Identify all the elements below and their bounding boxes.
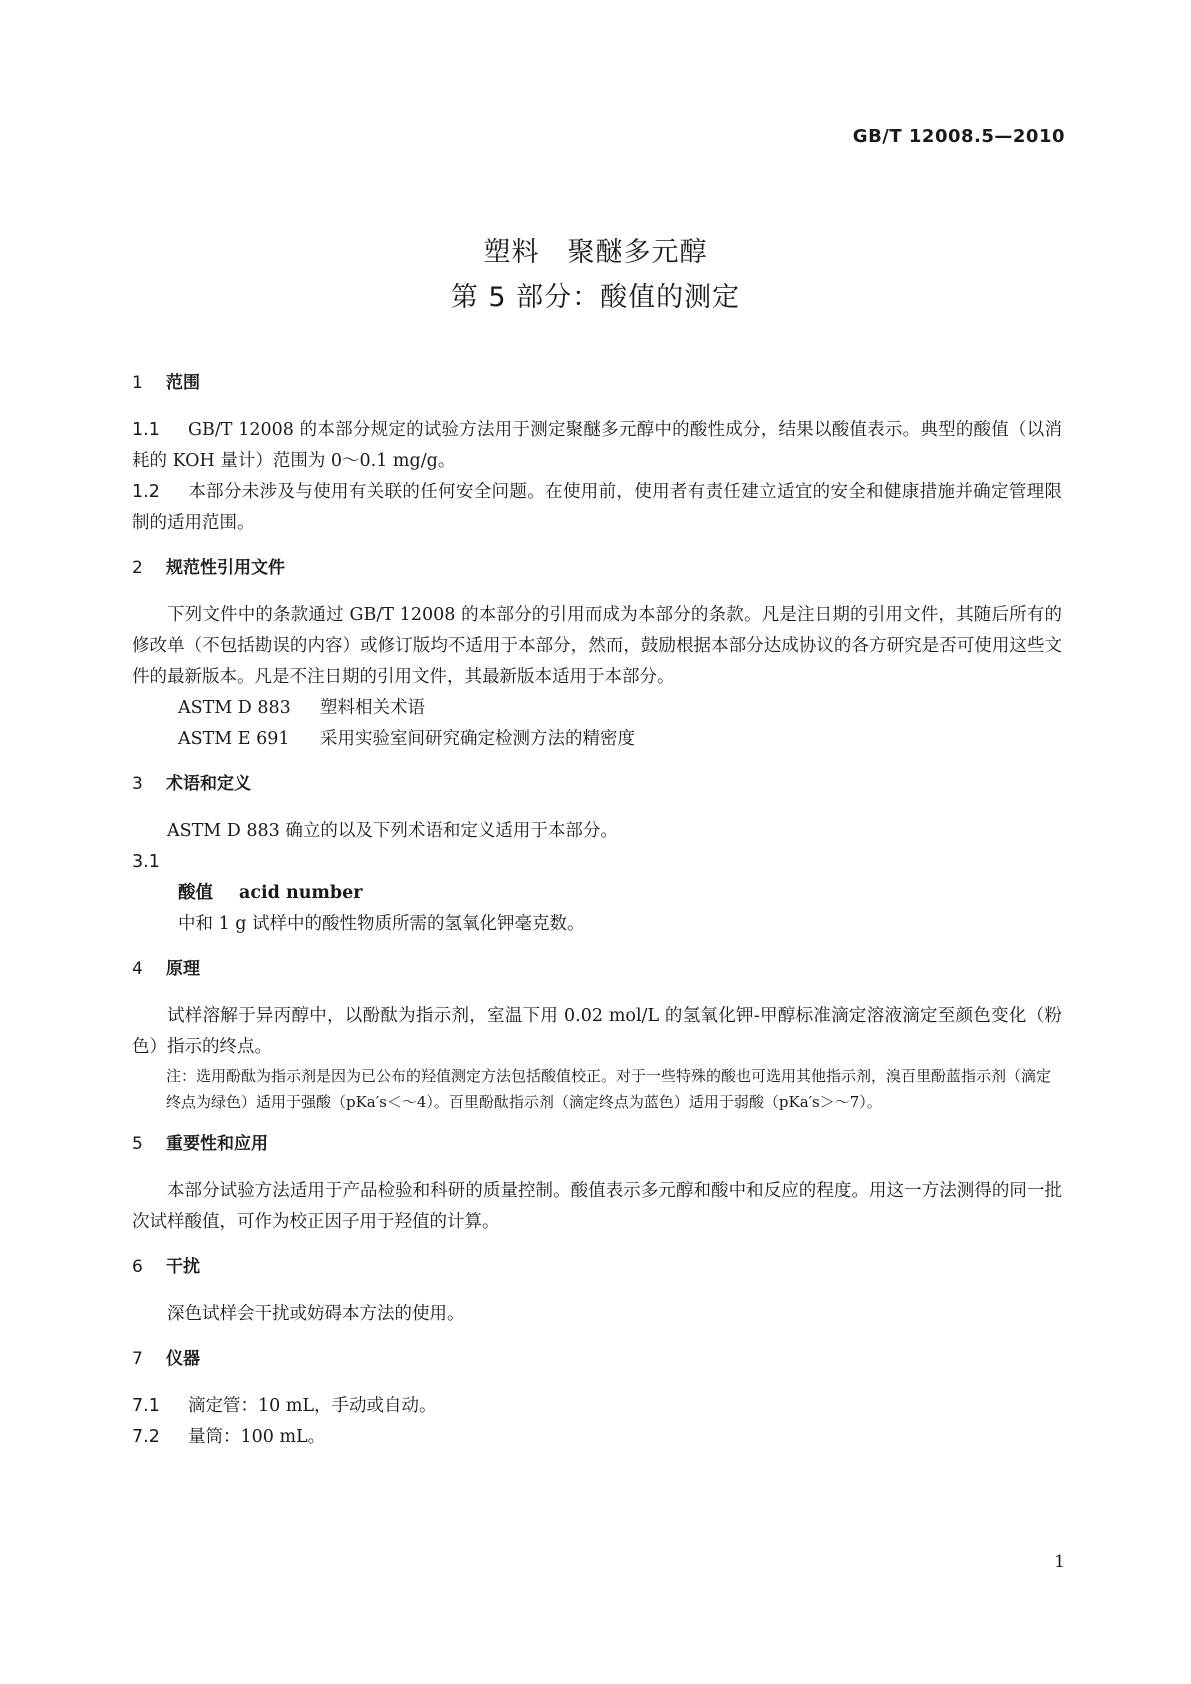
clause-1-1 (132, 415, 1062, 477)
clause-number: 7.1 (132, 1396, 160, 1416)
term-number (132, 847, 1062, 878)
section-number: 7 (132, 1349, 143, 1369)
standard-code: GB/T 12008.5—2010 (852, 126, 1065, 147)
section-title: 范围 (166, 373, 200, 393)
section-title: 仪器 (166, 1349, 200, 1369)
significance-text: 本部分试验方法适用于产品检验和科研的质量控制。酸值表示多元醇和酸中和反应的程度。用这一方法测得的同一批次试样酸值，可作为校正因子用于羟值的计算。 (132, 1181, 1062, 1232)
clause-1-2 (132, 477, 1062, 539)
clause-number: 7.2 (132, 1427, 160, 1447)
clause-text: 本部分未涉及与使用有关联的任何安全问题。在使用前，使用者有责任建立适宜的安全和健康措施并确定管理限制的适用范围。 (132, 482, 1062, 533)
reference-code: ASTM D 883 (178, 698, 291, 718)
interference-text: 深色试样会干扰或妨碍本方法的使用。 (167, 1304, 465, 1324)
section-title: 原理 (166, 959, 200, 979)
note-label: 注： (166, 1067, 197, 1085)
section-heading-significance (132, 1129, 1062, 1160)
section-number: 1 (132, 373, 143, 393)
section-number: 5 (132, 1134, 143, 1154)
section-number: 2 (132, 558, 143, 578)
section-number: 4 (132, 959, 143, 979)
section-title: 重要性和应用 (166, 1134, 268, 1154)
clause-text: 滴定管：10 mL，手动或自动。 (188, 1396, 437, 1416)
reference-title: 塑料相关术语 (320, 698, 425, 718)
apparatus-item (132, 1422, 1062, 1453)
reference-code: ASTM E 691 (178, 729, 290, 749)
term-english: acid number (239, 883, 363, 903)
term-chinese: 酸值 (178, 883, 213, 903)
reference-item (132, 724, 1062, 755)
clause-text: 量筒：100 mL。 (188, 1427, 326, 1447)
section-heading-normative-references (132, 553, 1062, 584)
section-title: 规范性引用文件 (166, 558, 285, 578)
references-intro: 下列文件中的条款通过 GB/T 12008 的本部分的引用而成为本部分的条款。凡是注日期的引用文件，其随后所有的修改单（不包括勘误的内容）或修订版均不适用于本部分，然而，鼓励根据本部分达成协议的各方研究是否可使用这些文件的最新版本。凡是不注日期的引用文件，其最新版本适用于本部分。 (132, 605, 1062, 687)
reference-title: 采用实验室间研究确定检测方法的精密度 (320, 729, 635, 749)
term-definition: 中和 1 g 试样中的酸性物质所需的氢氧化钾毫克数。 (178, 914, 585, 934)
section-heading-terms (132, 769, 1062, 800)
section-heading-scope (132, 368, 1062, 399)
document-body (132, 368, 1062, 1453)
apparatus-item (132, 1391, 1062, 1422)
clause-number: 1.1 (132, 420, 160, 440)
clause-number: 1.2 (132, 482, 160, 502)
title-line-1: 塑料 聚醚多元醇 (483, 237, 708, 268)
section-number: 3 (132, 774, 143, 794)
clause-number: 3.1 (132, 852, 160, 872)
reference-item (132, 693, 1062, 724)
section-title: 术语和定义 (166, 774, 251, 794)
terms-intro: ASTM D 883 确立的以及下列术语和定义适用于本部分。 (167, 821, 618, 841)
principle-text: 试样溶解于异丙醇中，以酚酞为指示剂，室温下用 0.02 mol/L 的氢氧化钾-甲醇标准滴定溶液滴定至颜色变化（粉色）指示的终点。 (132, 1006, 1062, 1057)
section-heading-apparatus (132, 1344, 1062, 1375)
title-line-2: 第 5 部分：酸值的测定 (450, 282, 741, 313)
section-heading-interference (132, 1252, 1062, 1283)
note-text: 选用酚酞为指示剂是因为已公布的羟值测定方法包括酸值校正。对于一些特殊的酸也可选用其他指示剂，溴百里酚蓝指示剂（滴定终点为绿色）适用于强酸（pKa′s＜～4）。百里酚酞指示剂（滴定终点为蓝色）适用于弱酸（pKa′s＞～7）。 (166, 1067, 1052, 1111)
term-entry (132, 878, 1062, 909)
section-heading-principle (132, 954, 1062, 985)
page-number: 1 (1054, 1552, 1065, 1572)
note (132, 1063, 1062, 1115)
clause-text: GB/T 12008 的本部分规定的试验方法用于测定聚醚多元醇中的酸性成分，结果以酸值表示。典型的酸值（以消耗的 KOH 量计）范围为 0～0.1 mg/g。 (132, 420, 1062, 471)
section-title: 干扰 (166, 1257, 200, 1277)
section-number: 6 (132, 1257, 143, 1277)
